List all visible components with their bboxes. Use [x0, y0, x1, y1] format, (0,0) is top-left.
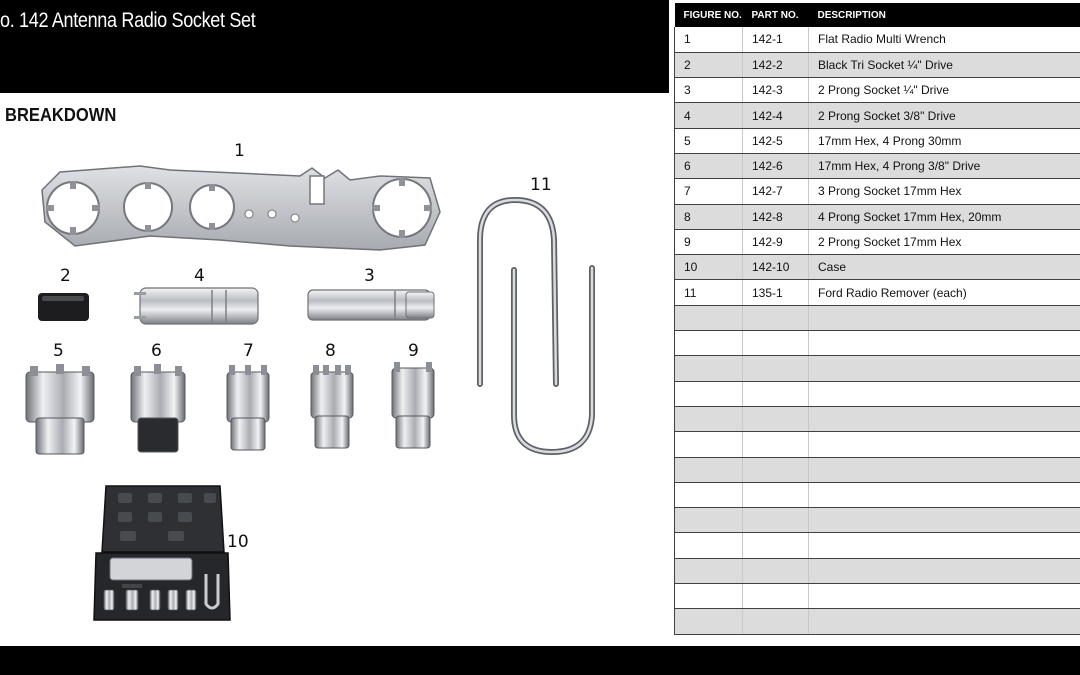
- cell-part-no: [743, 356, 809, 381]
- figure-number-7: 7: [243, 341, 254, 361]
- black-tri-socket-image: [38, 293, 89, 321]
- cell-figure-no: [675, 558, 743, 583]
- cell-description: [809, 381, 1080, 406]
- cell-description: [809, 406, 1080, 431]
- cell-figure-no: [675, 406, 743, 431]
- cell-description: [809, 457, 1080, 482]
- cell-description: Case: [809, 255, 1080, 280]
- cell-figure-no: 8: [675, 204, 743, 229]
- parts-table: [674, 3, 1080, 635]
- cell-part-no: 142-10: [743, 255, 809, 280]
- socket-4-prong-17mm-hex-20mm-image: [311, 365, 353, 448]
- cell-figure-no: [675, 305, 743, 330]
- cell-description: [809, 432, 1080, 457]
- cell-part-no: [743, 482, 809, 507]
- cell-description: [809, 482, 1080, 507]
- cell-part-no: 142-2: [743, 52, 809, 77]
- cell-part-no: [743, 432, 809, 457]
- cell-part-no: [743, 457, 809, 482]
- page-title: o. 142 Antenna Radio Socket Set: [0, 9, 256, 32]
- table-row: [675, 609, 1080, 634]
- table-row: [675, 128, 1080, 153]
- cell-figure-no: [675, 457, 743, 482]
- cell-description: 4 Prong Socket 17mm Hex, 20mm: [809, 204, 1080, 229]
- table-row: [675, 584, 1080, 609]
- cell-part-no: 142-1: [743, 27, 809, 52]
- cell-part-no: [743, 584, 809, 609]
- cell-part-no: [743, 508, 809, 533]
- cell-part-no: 142-9: [743, 229, 809, 254]
- cell-figure-no: 1: [675, 27, 743, 52]
- table-row: [675, 229, 1080, 254]
- cell-figure-no: 9: [675, 229, 743, 254]
- two-prong-socket-14-image: [308, 290, 434, 320]
- column-header-part-no: PART NO.: [743, 3, 809, 27]
- figure-number-6: 6: [151, 341, 162, 361]
- case-image: [94, 486, 230, 620]
- cell-description: 3 Prong Socket 17mm Hex: [809, 179, 1080, 204]
- table-row: [675, 533, 1080, 558]
- table-row: [675, 406, 1080, 431]
- figure-number-1: 1: [234, 141, 245, 161]
- cell-figure-no: [675, 482, 743, 507]
- socket-2-prong-17mm-hex-image: [392, 362, 434, 448]
- cell-part-no: 142-5: [743, 128, 809, 153]
- table-row: [675, 457, 1080, 482]
- column-header-figure-no: FIGURE NO.: [675, 3, 743, 27]
- figure-number-3: 3: [364, 266, 375, 286]
- cell-figure-no: [675, 508, 743, 533]
- socket-3-prong-17mm-hex-image: [227, 365, 269, 450]
- cell-part-no: [743, 533, 809, 558]
- cell-figure-no: 10: [675, 255, 743, 280]
- table-row: [675, 331, 1080, 356]
- cell-description: [809, 331, 1080, 356]
- ford-radio-remover-image: [480, 200, 592, 452]
- table-row: [675, 52, 1080, 77]
- cell-figure-no: 4: [675, 103, 743, 128]
- table-header-row: [675, 3, 1080, 27]
- cell-description: 17mm Hex, 4 Prong 3/8" Drive: [809, 153, 1080, 178]
- cell-description: [809, 533, 1080, 558]
- cell-description: 2 Prong Socket 3/8" Drive: [809, 103, 1080, 128]
- cell-figure-no: [675, 432, 743, 457]
- table-row: [675, 204, 1080, 229]
- cell-figure-no: [675, 356, 743, 381]
- cell-figure-no: [675, 533, 743, 558]
- cell-description: [809, 609, 1080, 634]
- figure-number-8: 8: [325, 341, 336, 361]
- table-row: [675, 381, 1080, 406]
- cell-part-no: [743, 609, 809, 634]
- section-label: BREAKDOWN: [5, 105, 117, 125]
- figure-number-11: 11: [530, 175, 552, 195]
- cell-description: 2 Prong Socket 17mm Hex: [809, 229, 1080, 254]
- cell-part-no: [743, 381, 809, 406]
- cell-description: [809, 508, 1080, 533]
- bottom-bar: [0, 646, 1080, 675]
- cell-part-no: [743, 305, 809, 330]
- table-row: [675, 179, 1080, 204]
- table-row: [675, 432, 1080, 457]
- cell-figure-no: [675, 381, 743, 406]
- cell-description: Black Tri Socket ¼" Drive: [809, 52, 1080, 77]
- table-body: [675, 27, 1080, 634]
- table-row: [675, 305, 1080, 330]
- cell-description: [809, 305, 1080, 330]
- table-row: [675, 280, 1080, 305]
- table-row: [675, 482, 1080, 507]
- cell-figure-no: 6: [675, 153, 743, 178]
- two-prong-socket-38-image: [134, 288, 258, 324]
- table-row: [675, 153, 1080, 178]
- socket-17mm-hex-4-prong-38-image: [131, 364, 185, 452]
- table-row: [675, 356, 1080, 381]
- figure-number-5: 5: [53, 341, 64, 361]
- cell-description: Flat Radio Multi Wrench: [809, 27, 1080, 52]
- cell-part-no: 142-6: [743, 153, 809, 178]
- cell-part-no: 142-4: [743, 103, 809, 128]
- cell-description: [809, 584, 1080, 609]
- figure-number-10: 10: [227, 532, 249, 552]
- cell-figure-no: 11: [675, 280, 743, 305]
- cell-figure-no: [675, 584, 743, 609]
- cell-part-no: [743, 406, 809, 431]
- figure-number-2: 2: [60, 266, 71, 286]
- cell-part-no: 142-3: [743, 78, 809, 103]
- figure-number-4: 4: [194, 266, 205, 286]
- cell-part-no: [743, 331, 809, 356]
- table-row: [675, 558, 1080, 583]
- flat-wrench-image: [42, 166, 440, 250]
- cell-description: Ford Radio Remover (each): [809, 280, 1080, 305]
- cell-part-no: 135-1: [743, 280, 809, 305]
- table-row: [675, 27, 1080, 52]
- table-row: [675, 78, 1080, 103]
- figure-number-9: 9: [408, 341, 419, 361]
- socket-17mm-hex-4-prong-30mm-image: [26, 364, 94, 454]
- column-header-description: DESCRIPTION: [809, 3, 1080, 27]
- cell-description: 17mm Hex, 4 Prong 30mm: [809, 128, 1080, 153]
- cell-figure-no: 3: [675, 78, 743, 103]
- cell-part-no: 142-7: [743, 179, 809, 204]
- cell-figure-no: 2: [675, 52, 743, 77]
- cell-figure-no: [675, 609, 743, 634]
- table-row: [675, 103, 1080, 128]
- table-row: [675, 508, 1080, 533]
- cell-part-no: 142-8: [743, 204, 809, 229]
- cell-figure-no: [675, 331, 743, 356]
- cell-description: 2 Prong Socket ¼" Drive: [809, 78, 1080, 103]
- cell-description: [809, 356, 1080, 381]
- cell-description: [809, 558, 1080, 583]
- cell-part-no: [743, 558, 809, 583]
- cell-figure-no: 5: [675, 128, 743, 153]
- table-row: [675, 255, 1080, 280]
- cell-figure-no: 7: [675, 179, 743, 204]
